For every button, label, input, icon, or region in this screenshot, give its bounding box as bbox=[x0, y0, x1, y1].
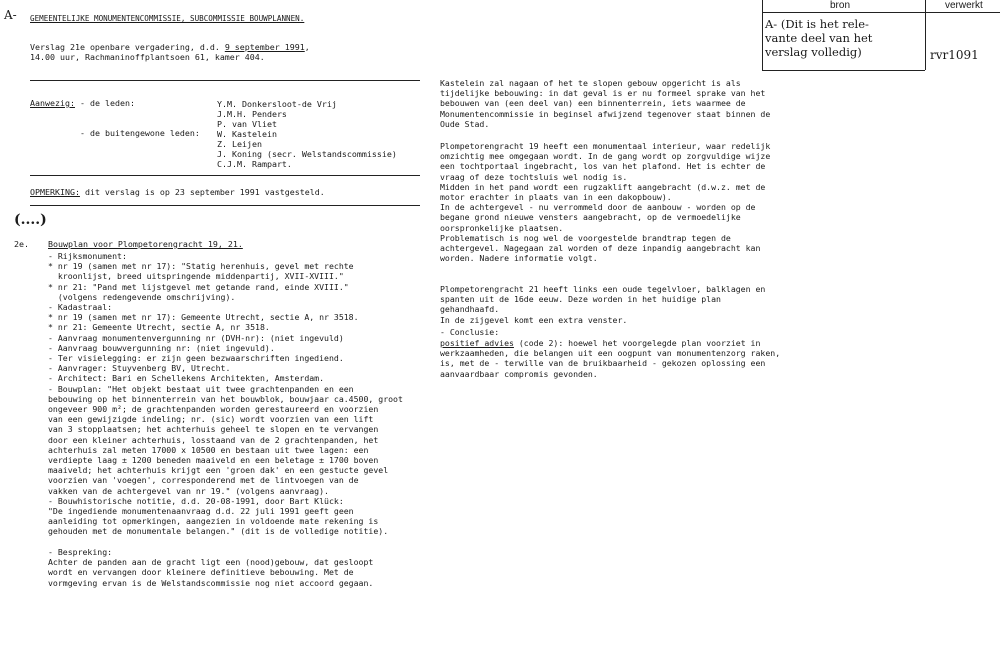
item-body: - Rijksmonument: * nr 19 (samen met nr 17): "Statig herenhuis, gevel met rechte kroonlijst, breed uitspringende middenpartij, XVII-XVIII." * nr 21: "Pand met lijstgevel met getande rand, einde XVIII." (volgens redengevende omschrijving). - Kadastraal: * nr 19 (samen met nr 17): Gemeente Utrecht, sectie A, nr 3518. * nr 21: Gemeente Utrecht, sectie A, nr 3518. - Aanvraag monumentenvergunning nr (DVH-nr): (niet ingevuld) - Aanvraag bouwvergunning nr: (niet ingevuld). - Ter visielegging: er zijn geen bezwaarschriften ingediend. - Aanvrager: Stuyvenberg BV, Utrecht. - Architect: Bari en Schellekens Architekten, Amsterdam. - Bouwplan: "Het objekt bestaat uit twee grachtenpanden en een bebouwing op het binnenterrein van het bouwblok, bouwjaar ca.4500, groot ongeveer 900 m²; de grachtenpanden worden gerestaureerd en voorzien van een gewijzigde indeling; nr. (sic) wordt voorzien van een lift van 3 stopplaatsen; het achterhuis geheel te slopen en te vervangen door een kleiner achterhuis, losstaand van de 2 grachtenpanden, het achterhuis zal meten 17000 x 10500 en bestaan uit twee lagen: een verdiepte laag ± 1200 beneden maaiveld en een beletage ± 1700 boven maaiveld; het achterhuis krijgt een 'groen dak' en een gestucte gevel voorzien van 'voegen', corresponderend met de lintvoegen van de vakken van de achtergevel van nr 19." (volgens aanvraag). - Bouwhistorische notitie, d.d. 20-08-1991, door Bart Klück: "De ingediende monumentenaanvraag d.d. 22 juli 1991 geeft geen aanleiding tot opmerkingen, aangezien in voldoende mate rekening is gehouden met de monumentale belangen." (dit is de volledige notitie). - Bespreking: Achter de panden aan de gracht ligt een (nood)gebouw, dat gesloopt wordt en vervangen door kleinere definitieve bebouwing. Met de vormgeving ervan is de Welstandscommissie nog niet accoord gegaan. bbox=[48, 251, 403, 588]
report-line-2: 14.00 uur, Rachmaninoffplantsoen 61, kamer 404. bbox=[30, 52, 265, 62]
divider bbox=[30, 205, 420, 206]
bron-header: bron bbox=[830, 0, 851, 11]
omission-mark: (....) bbox=[14, 212, 47, 228]
right-paragraph-1: Kastelein zal nagaan of het te slopen gebouw opgericht is als tijdelijke bebouwing: in dat geval is er nu formeel sprake van het bebouwen van (een deel van) een binnenterrein, iets waarmee de Monumentencommissie in beginsel afwijzend tegenover staat binnen de Oude Stad. bbox=[440, 78, 771, 129]
verwerkt-header: verwerkt bbox=[945, 0, 983, 11]
page-marker: A- bbox=[4, 8, 17, 22]
present-label: Aanwezig: bbox=[30, 98, 75, 108]
item-number: 2e. bbox=[14, 239, 29, 249]
item-title: Bouwplan voor Plompetorengracht 19, 21. bbox=[48, 239, 243, 249]
commission-heading: GEMEENTELIJKE MONUMENTENCOMMISSIE, SUBCOMMISSIE BOUWPLANNEN. bbox=[30, 14, 305, 23]
advice: positief advies (code 2): hoewel het voorgelegde plan voorziet in werkzaamheden, die belangen uit een oogpunt van monumentenzorg raken, is, met de - terwille van de bruikbaarheid - gekozen oplossing een aanvaardbaar compromis gevonden. bbox=[440, 338, 781, 379]
divider bbox=[30, 175, 420, 176]
conclusion-label: - Conclusie: bbox=[440, 327, 500, 337]
verwerkt-code: rvr1091 bbox=[930, 48, 979, 62]
attendee-names: Y.M. Donkersloot-de Vrij J.M.H. Penders P. van Vliet W. Kastelein Z. Leijen J. Koning (secr. Welstandscommissie) C.J.M. Rampart. bbox=[217, 99, 397, 169]
members-label: - de leden: bbox=[80, 98, 135, 108]
advice-label: positief advies bbox=[440, 338, 514, 348]
report-line-1: Verslag 21e openbare vergadering, d.d. 9 september 1991, bbox=[30, 42, 310, 52]
remark: OPMERKING: dit verslag is op 23 september 1991 vastgesteld. bbox=[30, 187, 325, 197]
report-date: 9 september 1991 bbox=[224, 42, 305, 52]
extra-members-label: - de buitengewone leden: bbox=[80, 128, 200, 138]
bron-note: A- (Dit is het rele- vante deel van het verslag volledig) bbox=[765, 17, 873, 59]
right-paragraph-3: Plompetorengracht 21 heeft links een oude tegelvloer, balklagen en spanten uit de 16de eeuw. Deze worden in het huidige plan gehandhaafd. In de zijgevel komt een extra venster. bbox=[440, 284, 766, 325]
right-paragraph-2: Plompetorengracht 19 heeft een monumentaal interieur, waar redelijk omzichtig mee omgegaan wordt. In de gang wordt op zorgvuldige wijze een tochtportaal ingebracht, los van het plafond. Het is echter de vraag of deze tochtsluis wel nodig is. Midden in het pand wordt een rugzaklift aangebracht (d.w.z. met de motor erachter in plaats van in een dakopbouw). In de achtergevel - nu verrommeld door de aanbouw - worden op de begane grond nieuwe vensters aangebracht, op de vermoedelijke oorspronkelijke plaatsen. Problematisch is nog wel de voorgestelde brandtrap tegen de achtergevel. Nagegaan zal worden of deze inpandig aangebracht kan worden. Nadere informatie volgt. bbox=[440, 141, 771, 264]
divider bbox=[30, 80, 420, 81]
